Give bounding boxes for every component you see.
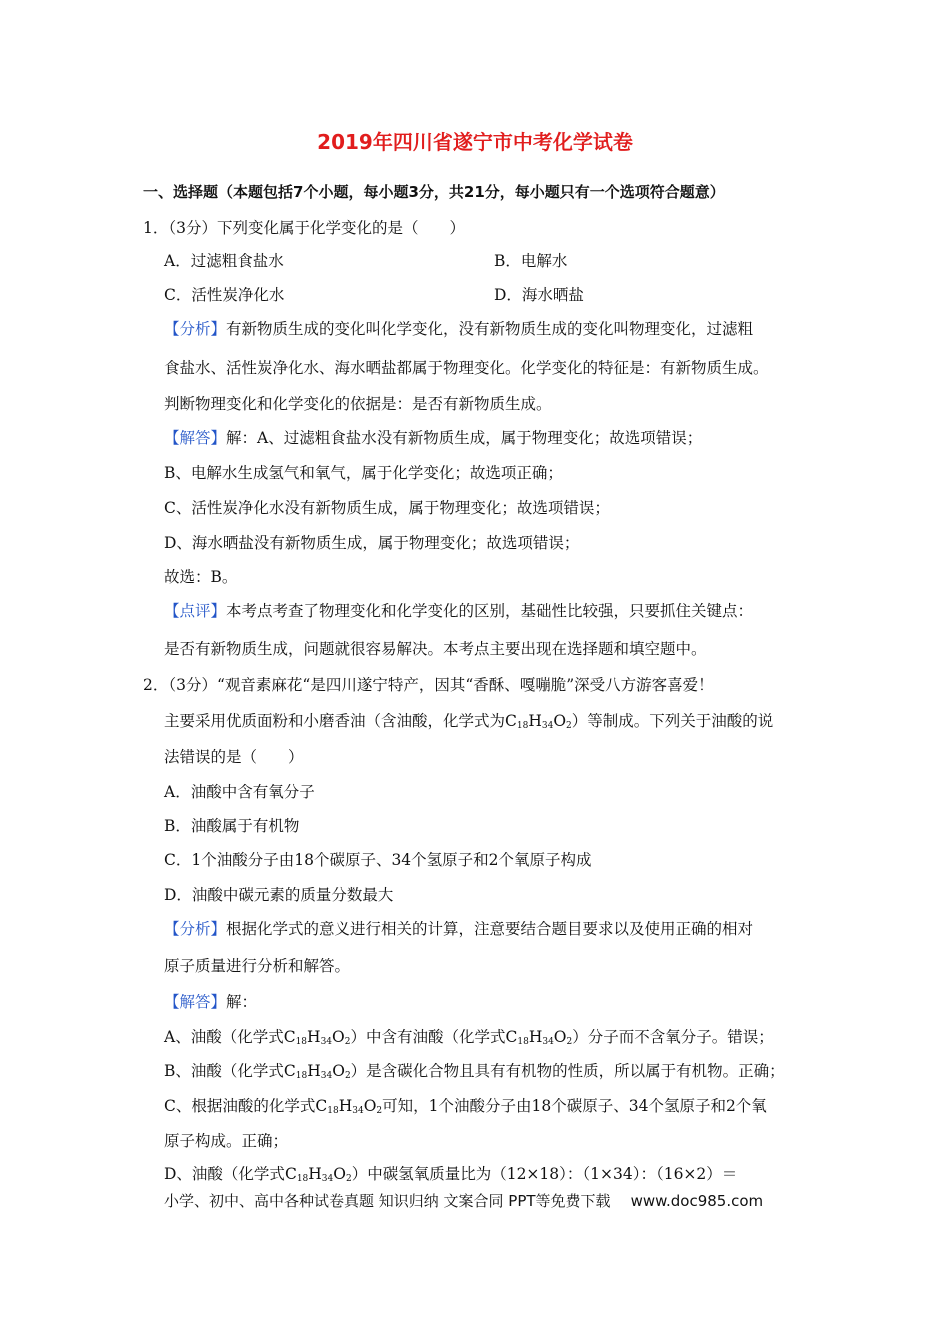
q2-answer-line xyxy=(164,992,257,1012)
q1-analysis-line-3: 判断物理变化和化学变化的依据是：是否有新物质生成。 xyxy=(164,395,552,413)
q1-answer-line-4: D、海水晒盐没有新物质生成，属于物理变化；故选项错误； xyxy=(164,534,580,552)
q1-analysis-line xyxy=(164,319,753,339)
analysis-text: 根据化学式的意义进行相关的计算，注意要结合题目要求以及使用正确的相对 xyxy=(226,920,754,938)
q2-analysis-line xyxy=(164,919,753,939)
page-footer xyxy=(164,1190,763,1211)
review-tag: 【点评】 xyxy=(164,602,227,620)
footer-url[interactable]: www.doc985.com xyxy=(630,1192,764,1210)
q2-stem-1: 2．（3分）“观音素麻花“是四川遂宁特产，因其“香酥、嘎嘣脆”深受八方游客喜爱！ xyxy=(143,676,714,694)
oleic-acid-formula: $C_{18}H_{34}O_2$ xyxy=(284,1165,352,1184)
q1-review-line xyxy=(164,601,753,621)
oleic-acid-formula: $C_{18}H_{34}O_2$ xyxy=(283,1028,351,1047)
answer-text: 解： xyxy=(226,993,258,1011)
review-text: 本考点考查了物理变化和化学变化的区别，基础性比较强，只要抓住关键点： xyxy=(226,602,754,620)
analysis-tag: 【分析】 xyxy=(164,320,227,338)
q2-answer-a: A、油酸（化学式$C_{18}H_{34}O_2$）中含有油酸（化学式$C_{18}H_{34}O_2$）分子而不含氧分子。错误； xyxy=(164,1028,774,1047)
answer-text: 解：A、过滤粗食盐水没有新物质生成，属于物理变化；故选项错误； xyxy=(226,429,703,447)
analysis-text: 有新物质生成的变化叫化学变化，没有新物质生成的变化叫物理变化，过滤粗 xyxy=(226,320,754,338)
footer-text: 小学、初中、高中各种试卷真题 知识归纳 文案合同 PPT等免费下载 xyxy=(164,1192,611,1210)
q1-answer-line-3: C、活性炭净化水没有新物质生成，属于物理变化；故选项错误； xyxy=(164,499,610,517)
q1-option-a: A．过滤粗食盐水 xyxy=(164,252,284,270)
q2-analysis-line-2: 原子质量进行分析和解答。 xyxy=(164,957,351,975)
oleic-acid-formula: $C_{18}H_{34}O_2$ xyxy=(315,1097,383,1116)
section-heading: 一、选择题（本题包括7个小题，每小题3分，共21分，每小题只有一个选项符合题意） xyxy=(143,183,725,201)
page-title: 2019年四川省遂宁市中考化学试卷 xyxy=(317,130,633,154)
answer-tag: 【解答】 xyxy=(164,429,227,447)
oleic-acid-formula: $C_{18}H_{34}O_2$ xyxy=(505,712,572,731)
q1-answer-line-5: 故选：B。 xyxy=(164,568,238,586)
q2-option-d: D．油酸中碳元素的质量分数最大 xyxy=(164,886,394,904)
q1-option-c: C．活性炭净化水 xyxy=(164,286,285,304)
q2-answer-b: B、油酸（化学式$C_{18}H_{34}O_2$）是含碳化合物且具有有机物的性质，所以属于有机物。正确； xyxy=(164,1062,785,1081)
q1-review-line-2: 是否有新物质生成，问题就很容易解决。本考点主要出现在选择题和填空题中。 xyxy=(164,640,707,658)
q2-answer-d: D、油酸（化学式$C_{18}H_{34}O_2$）中碳氢氧质量比为（12×18）：（1×34）：（16×2）＝ xyxy=(164,1165,738,1184)
q1-stem: 1．（3分）下列变化属于化学变化的是（ ） xyxy=(143,219,465,237)
q1-answer-line-2: B、电解水生成氢气和氧气，属于化学变化；故选项正确； xyxy=(164,464,563,482)
q2-stem-2-text-end: ）等制成。下列关于油酸的说 xyxy=(571,712,774,730)
q2-answer-c: C、根据油酸的化学式$C_{18}H_{34}O_2$可知，1个油酸分子由18个碳原子、34个氢原子和2个氧 xyxy=(164,1097,767,1116)
q2-stem-3: 法错误的是（ ） xyxy=(164,748,304,766)
q2-option-c: C．1个油酸分子由18个碳原子、34个氢原子和2个氧原子构成 xyxy=(164,851,592,869)
analysis-tag: 【分析】 xyxy=(164,920,227,938)
q1-option-d: D．海水晒盐 xyxy=(494,286,584,304)
q2-option-b: B．油酸属于有机物 xyxy=(164,817,300,835)
q2-option-a: A．油酸中含有氧分子 xyxy=(164,783,315,801)
q2-stem-2 xyxy=(164,711,773,736)
answer-tag: 【解答】 xyxy=(164,993,227,1011)
q1-answer-line xyxy=(164,428,702,448)
oleic-acid-formula: $C_{18}H_{34}O_2$ xyxy=(505,1028,573,1047)
q1-analysis-line-2: 食盐水、活性炭净化水、海水晒盐都属于物理变化。化学变化的特征是：有新物质生成。 xyxy=(164,359,769,377)
q2-answer-c-2: 原子构成。正确； xyxy=(164,1132,289,1150)
q1-option-b: B．电解水 xyxy=(494,252,568,270)
oleic-acid-formula: $C_{18}H_{34}O_2$ xyxy=(283,1062,351,1081)
q2-stem-2-text: 主要采用优质面粉和小磨香油（含油酸，化学式为 xyxy=(164,712,506,730)
